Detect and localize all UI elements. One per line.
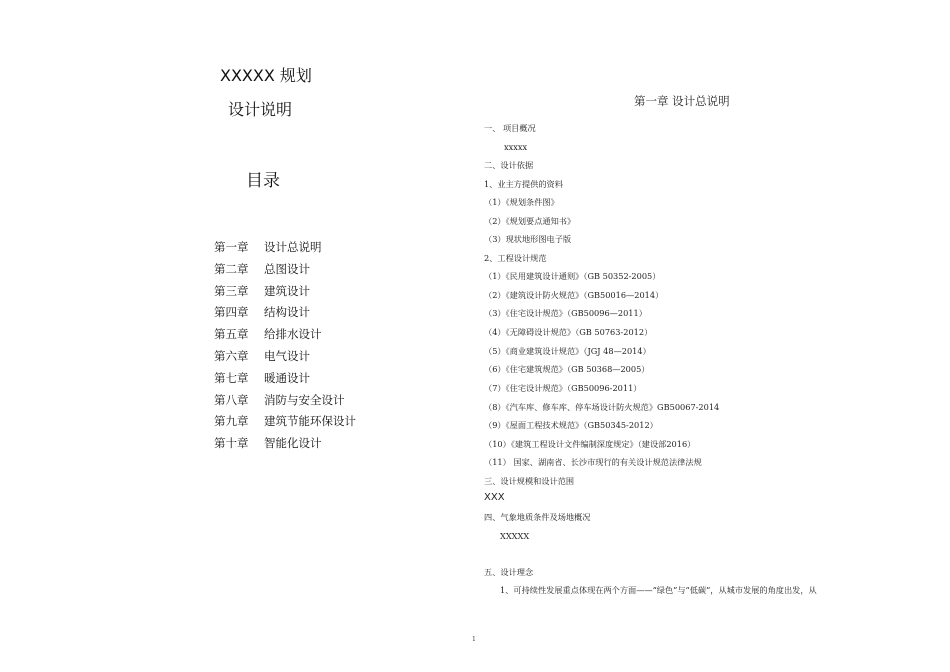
table-of-contents [214,238,356,456]
toc-chapter: 第三章 [214,283,249,298]
toc-chapter: 第六章 [214,348,249,363]
section-heading: 三、设计规模和设计范围 [484,476,575,486]
toc-name: 结构设计 [264,305,310,320]
toc-item [214,238,356,260]
toc-chapter: 第八章 [214,392,249,407]
list-item: （6）《住宅建筑规范》（GB 50368—2005） [484,364,650,374]
list-item: （2）《建筑设计防火规范》（GB50016—2014） [484,290,664,300]
toc-name: 智能化设计 [264,436,322,451]
list-item: （5）《商业建筑设计规范》（JGJ 48—2014） [484,346,651,356]
toc-item [214,369,356,391]
toc-chapter: 第五章 [214,327,249,342]
list-item: （10）《建筑工程设计文件编制深度规定》（建设部2016） [484,439,696,449]
list-item: （11） 国家、湖南省、长沙市现行的有关设计规范法律法规 [484,457,702,467]
toc-item [214,347,356,369]
list-item: （1）《规划条件图》 [484,197,559,207]
toc-name: 电气设计 [264,348,310,363]
toc-item [214,412,356,434]
body-text: 2、工程设计规范 [484,253,547,263]
toc-heading: 目录 [246,171,280,191]
list-item: （1）《民用建筑设计通则》（GB 50352-2005） [484,271,661,281]
section-heading: 四、气象地质条件及场地概况 [484,512,591,522]
toc-item [214,434,356,456]
section-heading: 二、设计依据 [484,160,534,170]
list-item: （3）《住宅设计规范》（GB50096—2011） [484,308,647,318]
list-item: （3）现状地形图电子版 [484,234,572,244]
list-item: （4）《无障碍设计规范》（GB 50763-2012） [484,327,653,337]
toc-chapter: 第四章 [214,305,249,320]
toc-item [214,391,356,413]
list-item: （9）《屋面工程技术规范》（GB50345-2012） [484,420,658,430]
toc-item [214,325,356,347]
toc-chapter: 第七章 [214,370,249,385]
section-heading: 一、 项目概况 [484,123,536,133]
list-item: （8）《汽车库、修车库、停车场设计防火规范》GB50067-2014 [484,402,720,412]
body-text: 1、业主方提供的资料 [484,179,563,189]
chapter-title: 第一章 设计总说明 [634,94,730,108]
toc-chapter: 第九章 [214,414,249,429]
toc-name: 设计总说明 [264,240,322,254]
page-subtitle: 设计说明 [228,100,293,119]
toc-item [214,260,356,282]
section-heading: 五、设计理念 [484,567,534,577]
body-text: XXX [484,492,505,503]
toc-item [214,303,356,325]
toc-chapter: 第二章 [214,261,249,276]
toc-chapter: 第十章 [214,436,249,451]
list-item: （7）《住宅设计规范》（GB50096-2011） [484,383,642,393]
toc-name: 消防与安全设计 [264,392,345,407]
body-text: xxxxx [504,142,528,152]
list-item: （2）《规划要点通知书》 [484,216,576,226]
page-number: 1 [472,636,476,643]
toc-name: 建筑设计 [264,283,310,298]
toc-name: 总图设计 [264,261,310,276]
body-text: XXXXX [500,531,530,541]
toc-name: 给排水设计 [264,327,322,342]
toc-item [214,282,356,304]
page-title: XXXXX 规划 [220,66,312,85]
toc-name: 暖通设计 [264,370,310,385]
toc-name: 建筑节能环保设计 [264,414,356,429]
paragraph-text: 1、可持续性发展重点体现在两个方面——“绿色”与“低碳”，从城市发展的角度出发，从 [500,585,817,595]
toc-chapter: 第一章 [214,240,249,254]
